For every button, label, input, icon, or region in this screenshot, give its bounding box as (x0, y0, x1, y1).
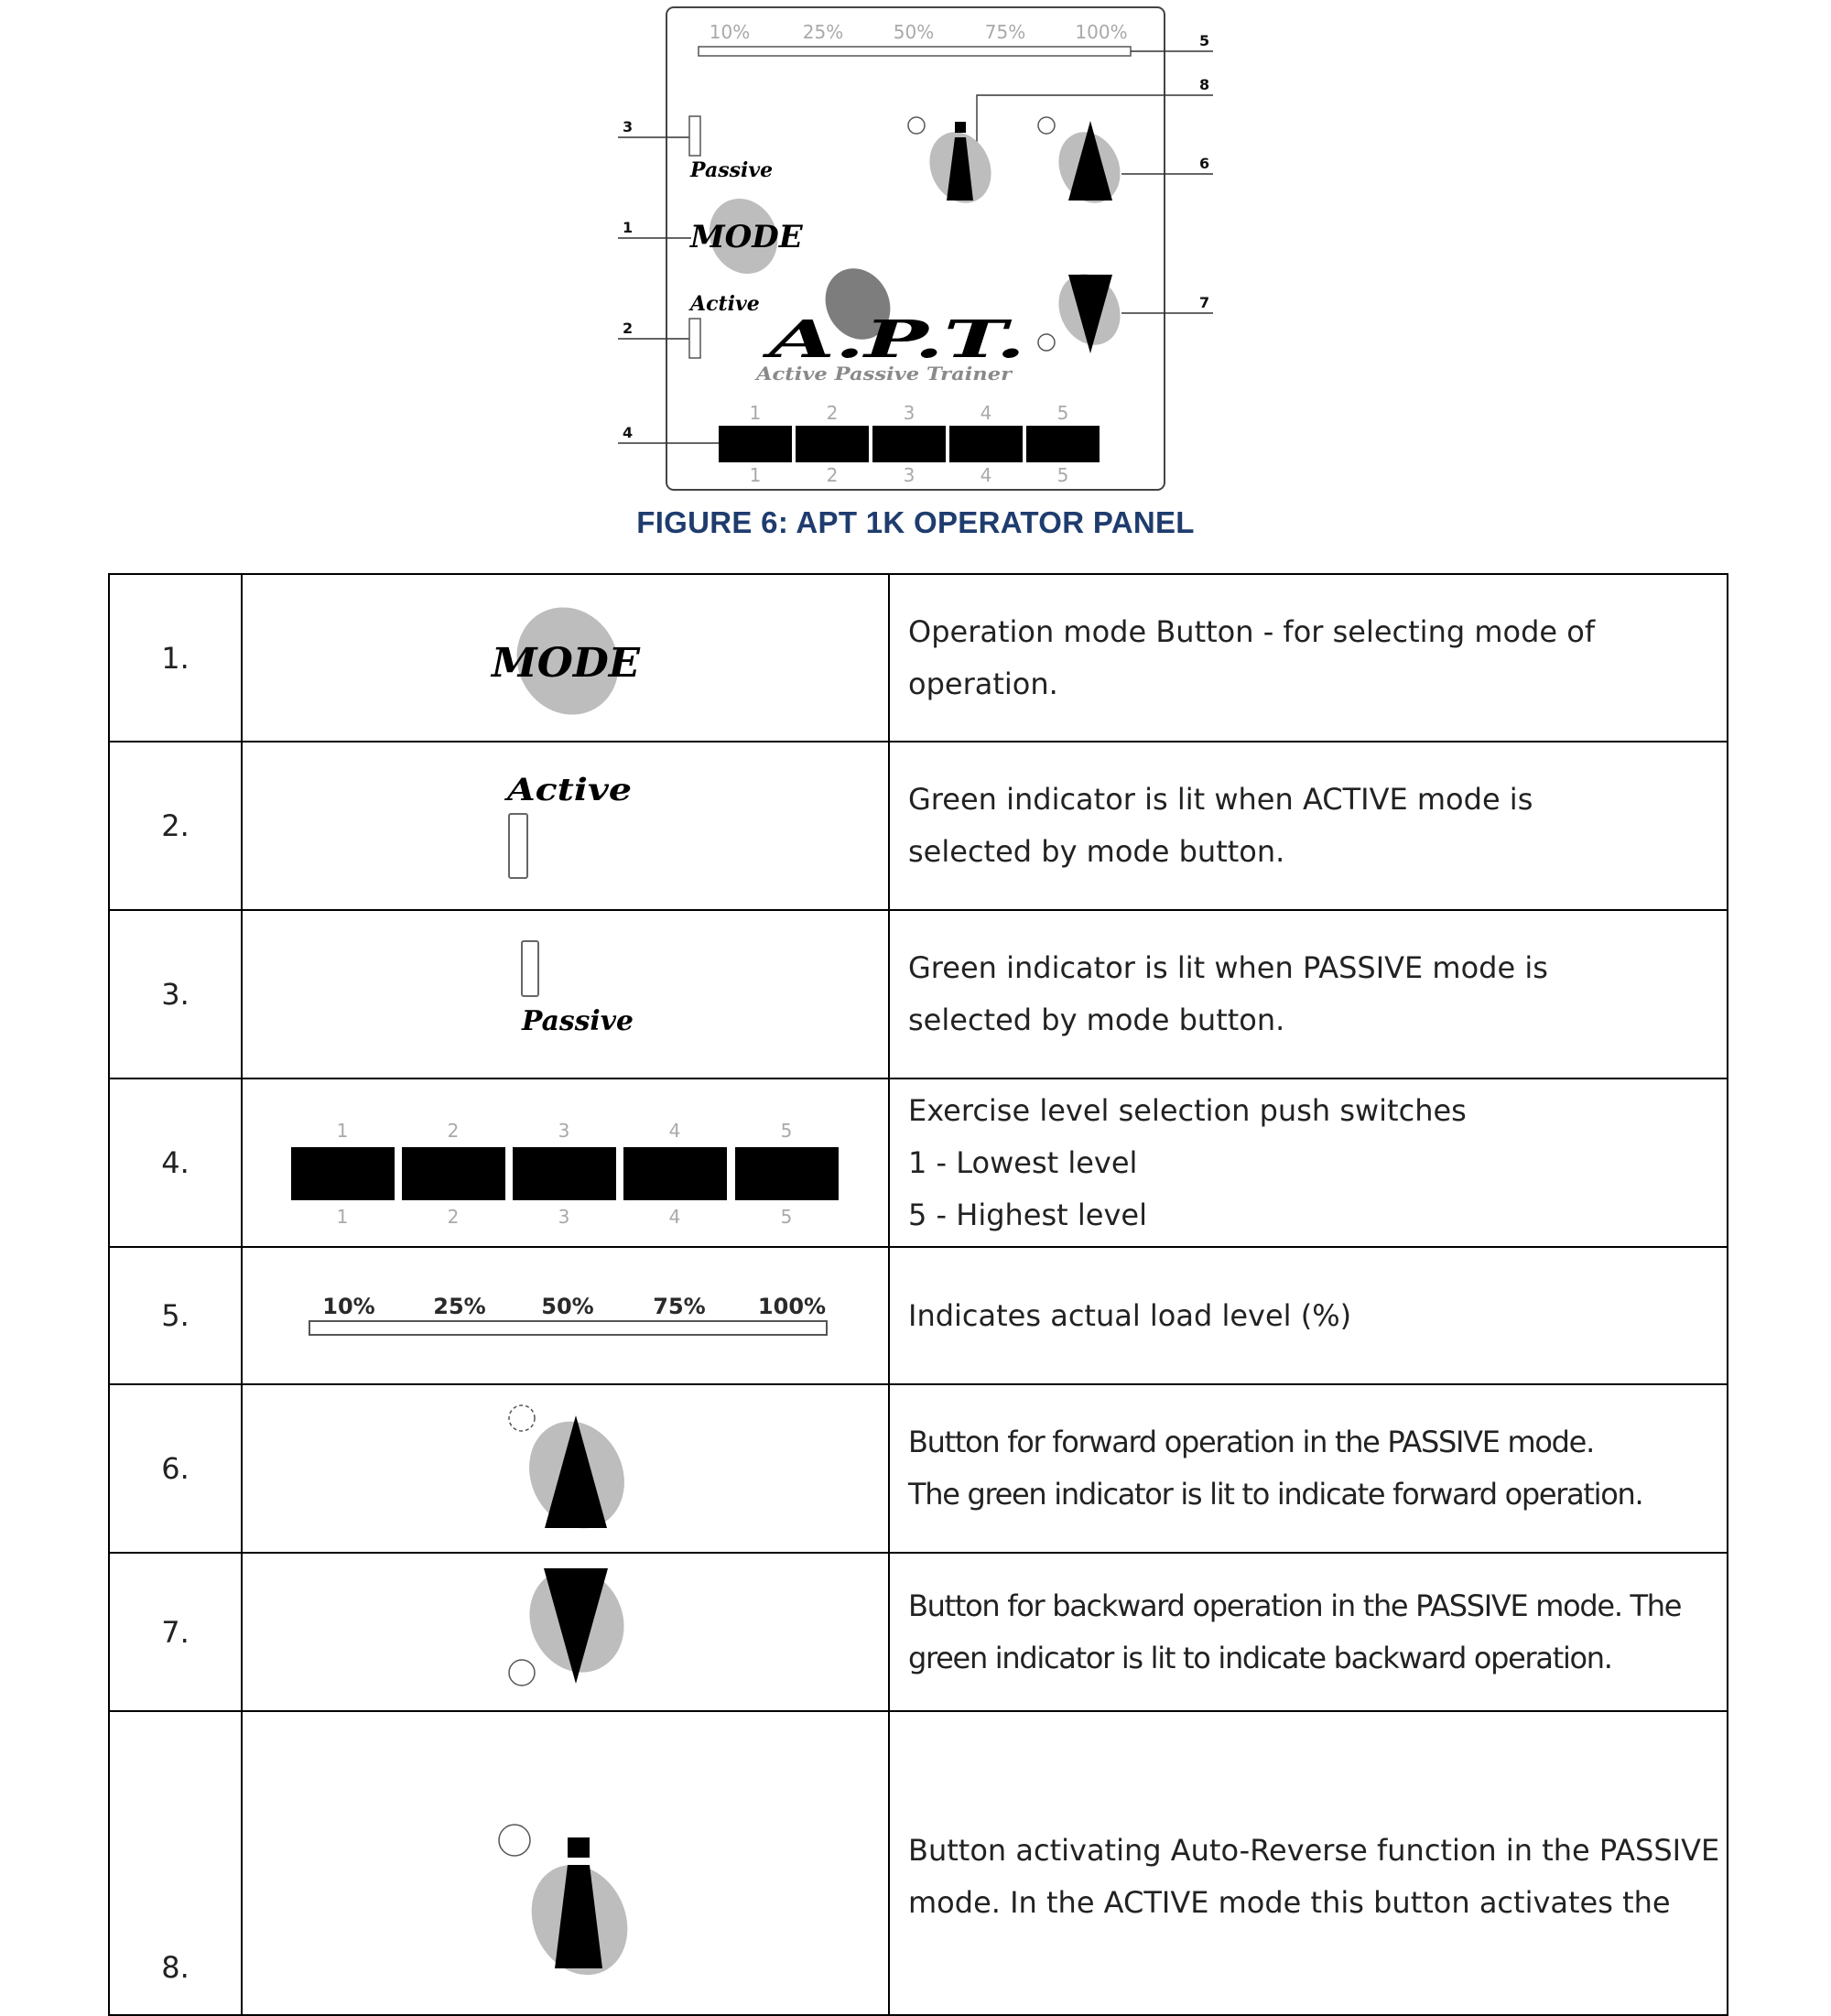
load-scale-label: 10% (321, 1294, 375, 1319)
description-line: selected by mode button. (908, 834, 1285, 869)
callout-4: 4 (623, 424, 634, 441)
forward-indicator (509, 1405, 535, 1431)
row-description (889, 1711, 1728, 2015)
forward-indicator (1038, 117, 1055, 134)
table-row (109, 1247, 1728, 1384)
table-row (109, 742, 1728, 910)
table-row (109, 574, 1728, 742)
operator-panel-diagram (604, 0, 1227, 513)
level-number-top: 3 (903, 402, 916, 424)
row-index: 4. (109, 1078, 242, 1247)
row-illustration (242, 1711, 889, 2015)
level-number-bottom: 1 (336, 1206, 348, 1228)
description-line: The green indicator is lit to indicate forward operation. (908, 1477, 1643, 1512)
row-illustration (242, 1078, 889, 1247)
apt-logo: A.P.T. (761, 309, 1025, 370)
load-scale-label: 100% (1075, 21, 1128, 43)
auto-reverse-indicator (499, 1825, 530, 1856)
level-number-top: 1 (749, 402, 762, 424)
table-row (109, 1078, 1728, 1247)
row-index (109, 1711, 242, 2015)
forward-button-illustration (465, 1400, 666, 1537)
load-scale-label: 10% (709, 21, 751, 43)
row-illustration (242, 1553, 889, 1711)
level-switch (735, 1147, 839, 1200)
description-line: Green indicator is lit when PASSIVE mode is (908, 950, 1548, 985)
level-number-bottom: 4 (980, 464, 992, 486)
level-number-top: 5 (1056, 402, 1069, 424)
level-switch-5[interactable] (1026, 426, 1100, 462)
row-description (889, 1553, 1728, 1711)
passive-indicator (689, 116, 700, 156)
callout-3: 3 (623, 118, 634, 135)
callout-5: 5 (1199, 32, 1210, 49)
figure-caption: FIGURE 6: APT 1K OPERATOR PANEL (636, 505, 1195, 539)
auto-reverse-indicator (908, 117, 925, 134)
row-description (889, 1247, 1728, 1384)
backward-indicator (509, 1660, 535, 1685)
level-number-top: 3 (558, 1120, 569, 1142)
load-scale-label: 75% (652, 1294, 706, 1319)
level-switches-illustration (287, 1099, 845, 1227)
level-number-top: 2 (447, 1120, 459, 1142)
mode-label: MODE (489, 639, 641, 687)
backward-button-illustration (465, 1564, 666, 1701)
row-index: 7. (109, 1553, 242, 1711)
description-line: Exercise level selection push switches (908, 1092, 1467, 1128)
row-index: 5. (109, 1247, 242, 1384)
load-scale-label: 75% (984, 21, 1026, 43)
table-row (109, 1711, 1728, 2015)
row-description (889, 742, 1728, 910)
mode-button-illustration (465, 594, 666, 722)
level-switch (513, 1147, 616, 1200)
panel-legend-table (108, 573, 1728, 2016)
row-description (889, 1384, 1728, 1553)
level-switch (402, 1147, 505, 1200)
row-index: 2. (109, 742, 242, 910)
table-row (109, 910, 1728, 1078)
level-number-top: 2 (826, 402, 839, 424)
row-description (889, 1078, 1728, 1247)
row-index-text: 8. (161, 1950, 190, 1985)
auto-reverse-icon (568, 1837, 590, 1858)
auto-reverse-button-illustration (465, 1817, 666, 1973)
callout-8: 8 (1199, 76, 1210, 93)
load-scale-label: 50% (893, 21, 935, 43)
row-illustration (242, 574, 889, 742)
apt-logo-subtitle: Active Passive Trainer (753, 363, 1013, 385)
description-line: Green indicator is lit when ACTIVE mode is (908, 782, 1533, 817)
passive-label: Passive (520, 1005, 634, 1037)
load-scale-label: 25% (432, 1294, 486, 1319)
row-index: 1. (109, 574, 242, 742)
level-switch-2[interactable] (796, 426, 869, 462)
level-number-bottom: 4 (668, 1206, 680, 1228)
level-number-bottom: 1 (749, 464, 762, 486)
load-level-bar (699, 47, 1131, 56)
row-illustration (242, 742, 889, 910)
description-line: 5 - Highest level (908, 1197, 1147, 1232)
backward-indicator (1038, 334, 1055, 351)
description-line: Button activating Auto-Reverse function in the PASSIVE (908, 1833, 1720, 1868)
description-line: operation. (908, 666, 1058, 701)
table-row (109, 1553, 1728, 1711)
description-line: 1 - Lowest level (908, 1144, 1138, 1180)
row-index: 6. (109, 1384, 242, 1553)
active-indicator (689, 319, 700, 358)
callout-7: 7 (1199, 294, 1210, 311)
row-index: 3. (109, 910, 242, 1078)
description-line: Button for forward operation in the PASSIVE mode. (908, 1425, 1594, 1459)
load-scale-illustration (300, 1279, 831, 1352)
passive-label: Passive (690, 158, 774, 182)
level-number-top: 4 (668, 1120, 680, 1142)
load-scale-label: 100% (757, 1294, 826, 1319)
level-switch-1[interactable] (719, 426, 792, 462)
level-number-top: 4 (980, 402, 992, 424)
active-indicator (509, 814, 527, 878)
callout-1: 1 (623, 219, 634, 236)
description-line: mode. In the ACTIVE mode this button activates the (908, 1885, 1671, 1920)
row-description (889, 910, 1728, 1078)
level-switch-3[interactable] (872, 426, 946, 462)
level-switch (291, 1147, 395, 1200)
level-number-bottom: 5 (1056, 464, 1069, 486)
callout-2: 2 (623, 320, 634, 337)
level-number-top: 1 (336, 1120, 348, 1142)
description-line: Operation mode Button - for selecting mode of (908, 613, 1596, 649)
level-number-bottom: 2 (826, 464, 839, 486)
table-row (109, 1384, 1728, 1553)
level-number-bottom: 3 (903, 464, 916, 486)
load-scale-label: 25% (802, 21, 844, 43)
auto-reverse-icon (955, 122, 966, 133)
row-description (889, 574, 1728, 742)
level-number-bottom: 3 (558, 1206, 569, 1228)
level-number-bottom: 2 (447, 1206, 459, 1228)
row-illustration (242, 1384, 889, 1553)
level-switch (623, 1147, 727, 1200)
description-line: Button for backward operation in the PASSIVE mode. The (908, 1588, 1682, 1623)
passive-indicator-illustration (465, 930, 666, 1058)
callout-6: 6 (1199, 155, 1210, 172)
active-indicator-illustration (465, 762, 666, 890)
description-line: green indicator is lit to indicate backward operation. (908, 1640, 1612, 1675)
load-level-bar (309, 1321, 827, 1335)
description-line: Indicates actual load level (%) (908, 1297, 1352, 1333)
active-label: Active (690, 292, 760, 316)
row-illustration (242, 910, 889, 1078)
load-scale-label: 50% (540, 1294, 594, 1319)
passive-indicator (522, 941, 538, 996)
level-number-bottom: 5 (780, 1206, 792, 1228)
row-illustration (242, 1247, 889, 1384)
active-label: Active (504, 772, 632, 808)
level-switch-4[interactable] (949, 426, 1023, 462)
level-number-top: 5 (780, 1120, 792, 1142)
mode-label: MODE (690, 219, 803, 255)
description-line: selected by mode button. (908, 1003, 1285, 1037)
operator-panel-figure (604, 0, 1227, 513)
